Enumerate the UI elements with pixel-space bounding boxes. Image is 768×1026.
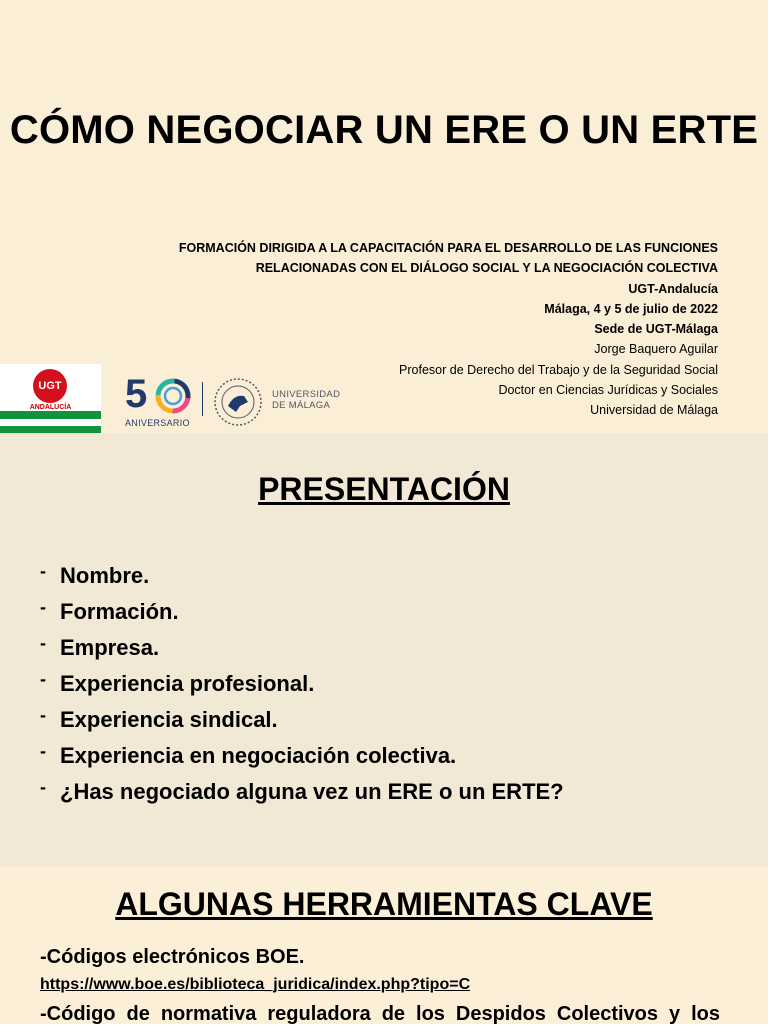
bullet: - [40, 705, 46, 725]
list-item-text: Experiencia en negociación colectiva. [60, 743, 457, 768]
list-item-text: Experiencia sindical. [60, 707, 278, 732]
university-line: UNIVERSIDAD [272, 389, 341, 400]
bullet: - [40, 597, 46, 617]
logo-divider [202, 382, 203, 416]
university-line: DE MÁLAGA [272, 400, 331, 411]
bullet: - [40, 669, 46, 689]
info-line: RELACIONADAS CON EL DIÁLOGO SOCIAL Y LA NEGOCIACIÓN COLECTIVA [255, 261, 718, 276]
anniversary-number: 5 [125, 372, 147, 416]
bullet: - [40, 777, 46, 797]
tool-item: -Códigos electrónicos BOE. [40, 946, 305, 968]
list-item [40, 741, 564, 777]
green-stripe [0, 411, 101, 419]
info-line: Profesor de Derecho del Trabajo y de la Seguridad Social [399, 362, 718, 377]
info-line: FORMACIÓN DIRIGIDA A LA CAPACITACIÓN PARA EL DESARROLLO DE LAS FUNCIONES [178, 241, 718, 255]
boe-link[interactable]: https://www.boe.es/biblioteca_juridica/index.php?tipo=C [40, 976, 471, 993]
presentation-heading: PRESENTACIÓN [258, 471, 510, 507]
slide-title [0, 0, 768, 433]
presentation-title: CÓMO NEGOCIAR UN ERE O UN ERTE [9, 108, 759, 152]
list-item [40, 633, 564, 669]
university-name [272, 389, 340, 411]
green-stripe [0, 426, 101, 433]
list-item-text: Nombre. [60, 563, 150, 588]
anniversary-label: ANIVERSARIO [125, 418, 190, 428]
info-line: UGT-Andalucía [628, 281, 718, 296]
list-item-text: Formación. [60, 599, 179, 624]
ugt-mark: UGT [33, 369, 67, 403]
university-seal-icon [212, 376, 264, 428]
list-item-text: ¿Has negociado alguna vez un ERE o un ERTE? [60, 779, 564, 804]
bullet: - [40, 561, 46, 581]
bullet: - [40, 741, 46, 761]
introduction-list [40, 561, 564, 813]
info-line: Málaga, 4 y 5 de julio de 2022 [544, 301, 718, 316]
list-item-text: Experiencia profesional. [60, 671, 315, 696]
anniversary-logo [125, 374, 195, 430]
list-item-text: Empresa. [60, 635, 160, 660]
tool-item: -Código de normativa reguladora de los Despidos Colectivos y los [40, 1003, 720, 1025]
info-line: Sede de UGT-Málaga [594, 322, 718, 337]
info-line: Universidad de Málaga [590, 403, 718, 418]
list-item [40, 705, 564, 741]
bullet: - [40, 633, 46, 653]
ugt-andalucia-logo [0, 364, 101, 433]
list-item [40, 777, 564, 813]
list-item [40, 597, 564, 633]
tools-heading: ALGUNAS HERRAMIENTAS CLAVE [115, 886, 653, 922]
list-item [40, 561, 564, 597]
ugt-region-label: ANDALUCÍA [29, 404, 72, 411]
list-item [40, 669, 564, 705]
info-line: Jorge Baquero Aguilar [594, 342, 718, 357]
info-line: Doctor en Ciencias Jurídicas y Sociales [498, 383, 718, 398]
rainbow-ring-icon [153, 376, 193, 416]
